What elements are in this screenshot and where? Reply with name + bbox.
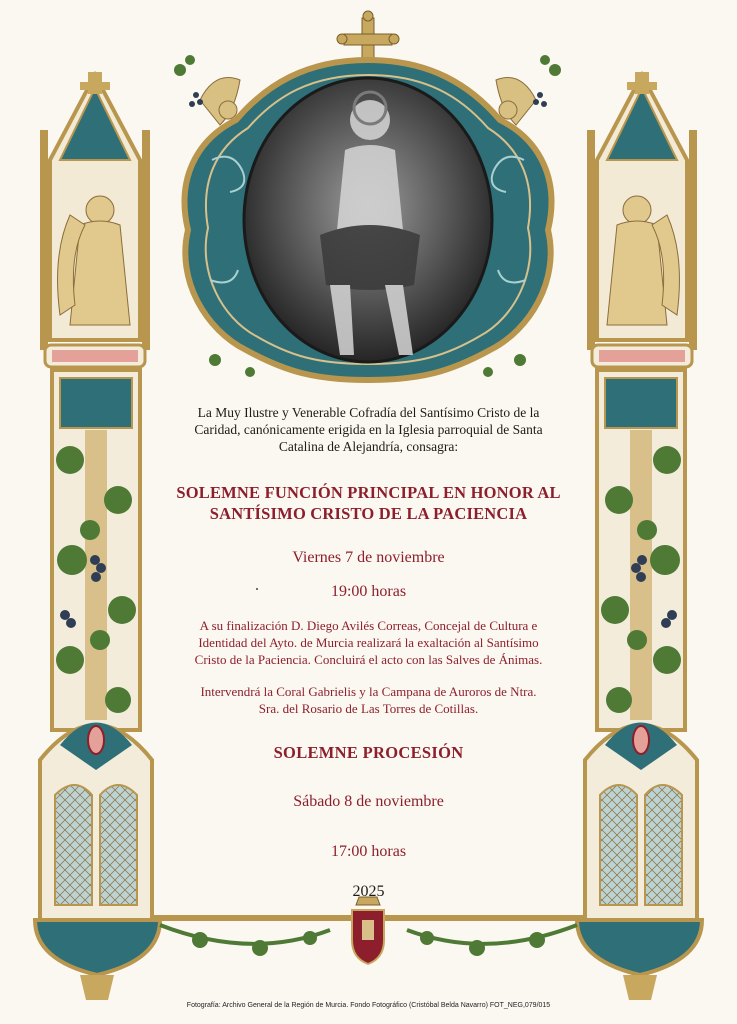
right-column [577,72,702,1000]
intro-line-1: La Muy Ilustre y Venerable Cofradía del Santísimo Cristo de la [197,405,540,420]
event2-time: 17:00 horas [330,843,407,860]
event2-date: Sábado 8 de noviembre [293,793,444,810]
year: 2025 [352,883,385,900]
para1-line-2: Identidad del Ayto. de Murcia realizará la exaltación al Santísimo [198,635,539,650]
event1-paragraph-2 [150,683,587,717]
para1-line-1: A su finalización D. Diego Avilés Correas, Concejal de Cultura e [199,618,538,633]
event1-title [150,482,587,524]
left-column [35,72,160,1000]
intro-line-2: Caridad, canónicamente erigida en la Iglesia parroquial de Santa [194,422,543,437]
event1-paragraph-1 [150,617,587,668]
para2-line-2: Sra. del Rosario de Las Torres de Cotillas. [258,701,479,716]
intro-line-3: Catalina de Alejandría, consagra: [278,439,459,454]
event1-date: Viernes 7 de noviembre [292,549,445,566]
coat-of-arms-icon [352,897,384,964]
intro-paragraph [150,404,587,455]
event1-time: 19:00 horas [330,583,407,600]
event1-title-line-2: SANTÍSIMO CRISTO DE LA PACIENCIA [209,504,528,523]
event2-title: SOLEMNE PROCESIÓN [273,743,464,762]
event1-title-line-1: SOLEMNE FUNCIÓN PRINCIPAL EN HONOR AL [176,483,561,502]
para1-line-3: Cristo de la Paciencia. Concluirá el acto con las Salves de Ánimas. [194,652,543,667]
top-medallion [174,11,561,380]
photo-credit: Fotografía: Archivo General de la Región de Murcia. Fondo Fotográfico (Cristóbal Belda Navarro) FOT_NEG,079/015 [186,1002,551,1009]
para2-line-1: Intervendrá la Coral Gabrielis y la Campana de Auroros de Ntra. [200,684,537,699]
